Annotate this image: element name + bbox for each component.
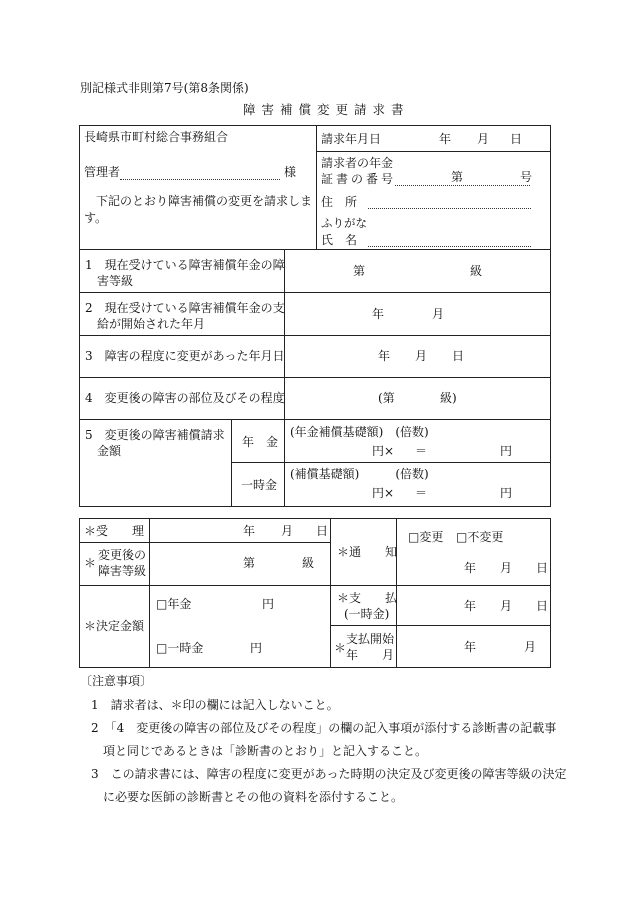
pension-yen-times: 円× [372,444,395,458]
note-3: 3 この請求書には、障害の程度に変更があった時期の決定及び変更後の障害等級の決定 [91,767,567,781]
payment-start-label: 支払開始 [346,632,395,646]
divider [79,335,551,336]
payment-label-2: (一時金) [344,607,390,621]
item1-suffix: 級 [470,264,483,278]
received-month: 月 [281,524,294,538]
notice-month: 月 [500,561,513,575]
note-3-cont: に必要な医師の診断書とその他の資料を添付すること。 [103,790,404,804]
address-label: 住 所 [321,195,358,209]
grade-label: 変更後の [98,548,147,562]
decided-pension-yen: 円 [262,597,275,611]
item5-label-2: 金額 [97,444,122,458]
pension-equals: ＝ [415,444,428,458]
asterisk-mark: ＊ [334,641,347,655]
pension-yen: 円 [500,444,513,458]
note-2-cont: 項と同じであるときは「診断書のとおり」と記入すること。 [103,744,428,758]
item1-prefix: 第 [353,264,366,278]
divider [316,125,317,249]
claim-table [79,125,551,507]
address-line[interactable] [368,208,531,209]
received-day: 日 [316,524,329,538]
divider [316,151,551,152]
payment-start-year: 年 [464,640,477,654]
item3-label: 3 障害の程度に変更があった年月日 [85,349,285,363]
form-reference: 別記様式非則第7号(第8条関係) [80,81,249,95]
manager-label: 管理者 [84,165,121,179]
payment-day: 日 [536,599,549,613]
pension-formula-header: (年金補償基礎額) (倍数) [290,425,429,439]
pension-cert-label: 請求者の年金 [321,156,394,170]
lump-yen-times: 円× [372,486,395,500]
manager-suffix: 様 [284,165,297,179]
lump-label: 一時金 [241,478,278,492]
date-day: 日 [510,132,523,146]
item1-label: 1 現在受けている障害補償年金の障 [85,258,285,272]
pension-cert-label-2: 証書の番号 [321,172,397,186]
request-statement: 下記のとおり障害補償の変更を請求しま [96,194,313,208]
payment-start-label-2: 年 月 [346,648,395,662]
date-year: 年 [439,132,452,146]
pension-label: 年 金 [242,435,279,449]
request-date-label: 請求年月日 [321,132,382,146]
divider [149,518,150,668]
grade-prefix: 第 [243,556,256,570]
divider [231,419,232,507]
item4-label: 4 変更後の障害の部位及びその程度 [85,391,285,405]
cert-number-line[interactable] [395,185,530,186]
manager-name-line[interactable] [120,179,280,180]
note-2: 2 「4 変更後の障害の部位及びその程度」の欄の記入事項が添付する診断書の記載事 [91,721,557,735]
item4-close: 級) [440,391,457,405]
notice-year: 年 [464,561,477,575]
item3-day: 日 [452,349,465,363]
name-line[interactable] [368,246,531,247]
divider [79,292,551,293]
divider [79,419,551,420]
payment-year: 年 [464,599,477,613]
name-label: 氏 名 [321,233,358,247]
notice-changed-checkbox[interactable]: □変更 [408,530,444,544]
decided-pension-checkbox[interactable]: □年金 [156,597,192,611]
payment-label: ＊支 払 [337,591,398,605]
grade-label-2: 障害等級 [98,564,147,578]
divider [79,542,330,543]
received-label: ＊受 理 [84,524,145,538]
payment-start-month: 月 [524,640,537,654]
asterisk-mark: ＊ [84,556,97,570]
grade-suffix: 級 [302,556,315,570]
lump-formula-header: (補償基礎額) (倍数) [290,467,429,481]
item4-open: (第 [378,391,395,405]
notice-unchanged-checkbox[interactable]: □不変更 [456,530,504,544]
lump-yen: 円 [500,486,513,500]
item3-month: 月 [415,349,428,363]
lump-equals: ＝ [415,486,428,500]
divider [231,462,551,463]
cert-suffix: 号 [520,170,533,184]
divider [79,249,551,250]
request-statement-end: す。 [84,211,108,225]
item1-label-2: 害等級 [97,274,134,288]
note-1: 1 請求者は、＊印の欄には記入しないこと。 [91,698,339,712]
item2-month: 月 [432,307,445,321]
form-title: 障害補償変更請求書 [243,102,410,117]
received-year: 年 [243,524,256,538]
item2-label: 2 現在受けている障害補償年金の支 [85,301,285,315]
notes-heading: 〔注意事項〕 [80,674,153,688]
decided-lump-checkbox[interactable]: □一時金 [156,641,204,655]
divider [330,625,551,626]
furigana-label: ふりがな [321,216,367,230]
notice-label: ＊通 知 [337,545,398,559]
payment-month: 月 [500,599,513,613]
item2-label-2: 給が開始された年月 [97,317,206,331]
item5-label: 5 変更後の障害補償請求 [85,428,225,442]
notice-day: 日 [536,561,549,575]
date-month: 月 [477,132,490,146]
divider [79,377,551,378]
item3-year: 年 [378,349,391,363]
item2-year: 年 [372,307,385,321]
decided-amount-label: ＊決定金額 [84,619,145,633]
decided-lump-yen: 円 [250,641,263,655]
organization-name: 長崎県市町村総合事務組合 [84,130,229,144]
divider [284,249,285,507]
cert-prefix: 第 [451,170,464,184]
divider [330,518,331,668]
